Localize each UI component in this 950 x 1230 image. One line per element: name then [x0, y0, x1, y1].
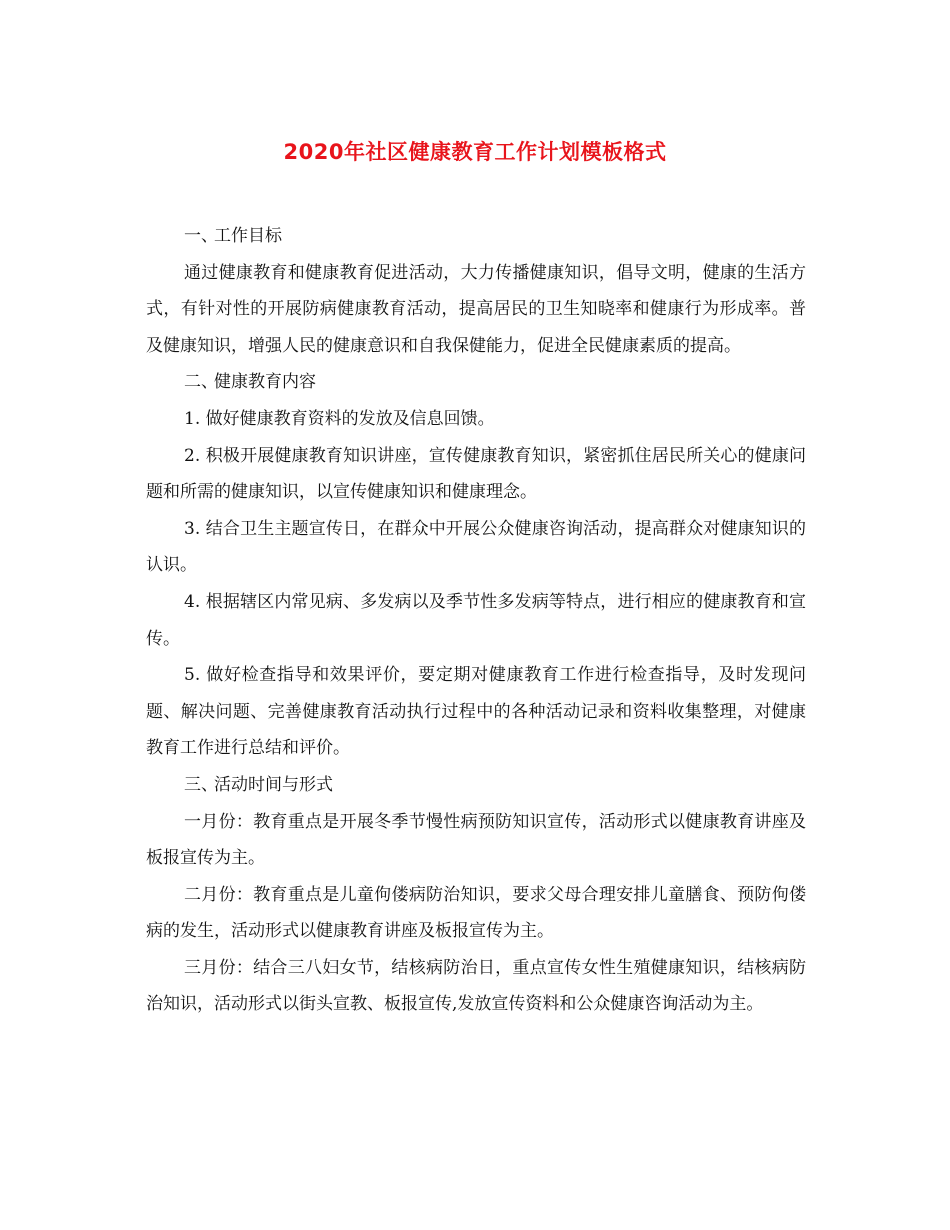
section-number: 二、 [184, 372, 218, 393]
paragraph: 2. 积极开展健康教育知识讲座，宣传健康教育知识，紧密抓住居民所关心的健康问题和所需的健康知识，以宣传健康知识和健康理念。 [146, 445, 806, 503]
paragraph: 3. 结合卫生主题宣传日，在群众中开展公众健康咨询活动，提高群众对健康知识的认识。 [146, 518, 806, 576]
section-number: 三、 [184, 774, 218, 795]
paragraph: 4. 根据辖区内常见病、多发病以及季节性多发病等特点，进行相应的健康教育和宣传。 [146, 591, 806, 649]
document-body [146, 218, 806, 1023]
section-heading [146, 767, 806, 804]
section-heading-text: 活动时间与形式 [214, 774, 333, 795]
section-heading [146, 364, 806, 401]
section-heading-text: 工作目标 [214, 226, 282, 246]
section-heading-text: 健康教育内容 [214, 372, 316, 393]
section-heading [146, 218, 806, 255]
paragraph: 1. 做好健康教育资料的发放及信息回馈。 [184, 408, 495, 429]
document-title: 2020年社区健康教育工作计划模板格式 [283, 140, 667, 164]
paragraph: 通过健康教育和健康教育促进活动，大力传播健康知识，倡导文明，健康的生活方式，有针对性的开展防病健康教育活动，提高居民的卫生知晓率和健康行为形成率。普及健康知识，增强人民的健康意识和自我保健能力，促进全民健康素质的提高。 [146, 262, 806, 356]
paragraph: 一月份：教育重点是开展冬季节慢性病预防知识宣传，活动形式以健康教育讲座及板报宣传为主。 [146, 811, 806, 869]
paragraph: 三月份：结合三八妇女节，结核病防治日，重点宣传女性生殖健康知识，结核病防治知识，活动形式以街头宣教、板报宣传,发放宣传资料和公众健康咨询活动为主。 [146, 957, 806, 1015]
section-number: 一、 [184, 226, 218, 246]
paragraph: 5. 做好检查指导和效果评价，要定期对健康教育工作进行检查指导，及时发现问题、解决问题、完善健康教育活动执行过程中的各种活动记录和资料收集整理，对健康教育工作进行总结和评价。 [146, 665, 806, 759]
paragraph: 二月份：教育重点是儿童佝偻病防治知识，要求父母合理安排儿童膳食、预防佝偻病的发生，活动形式以健康教育讲座及板报宣传为主。 [146, 884, 806, 942]
